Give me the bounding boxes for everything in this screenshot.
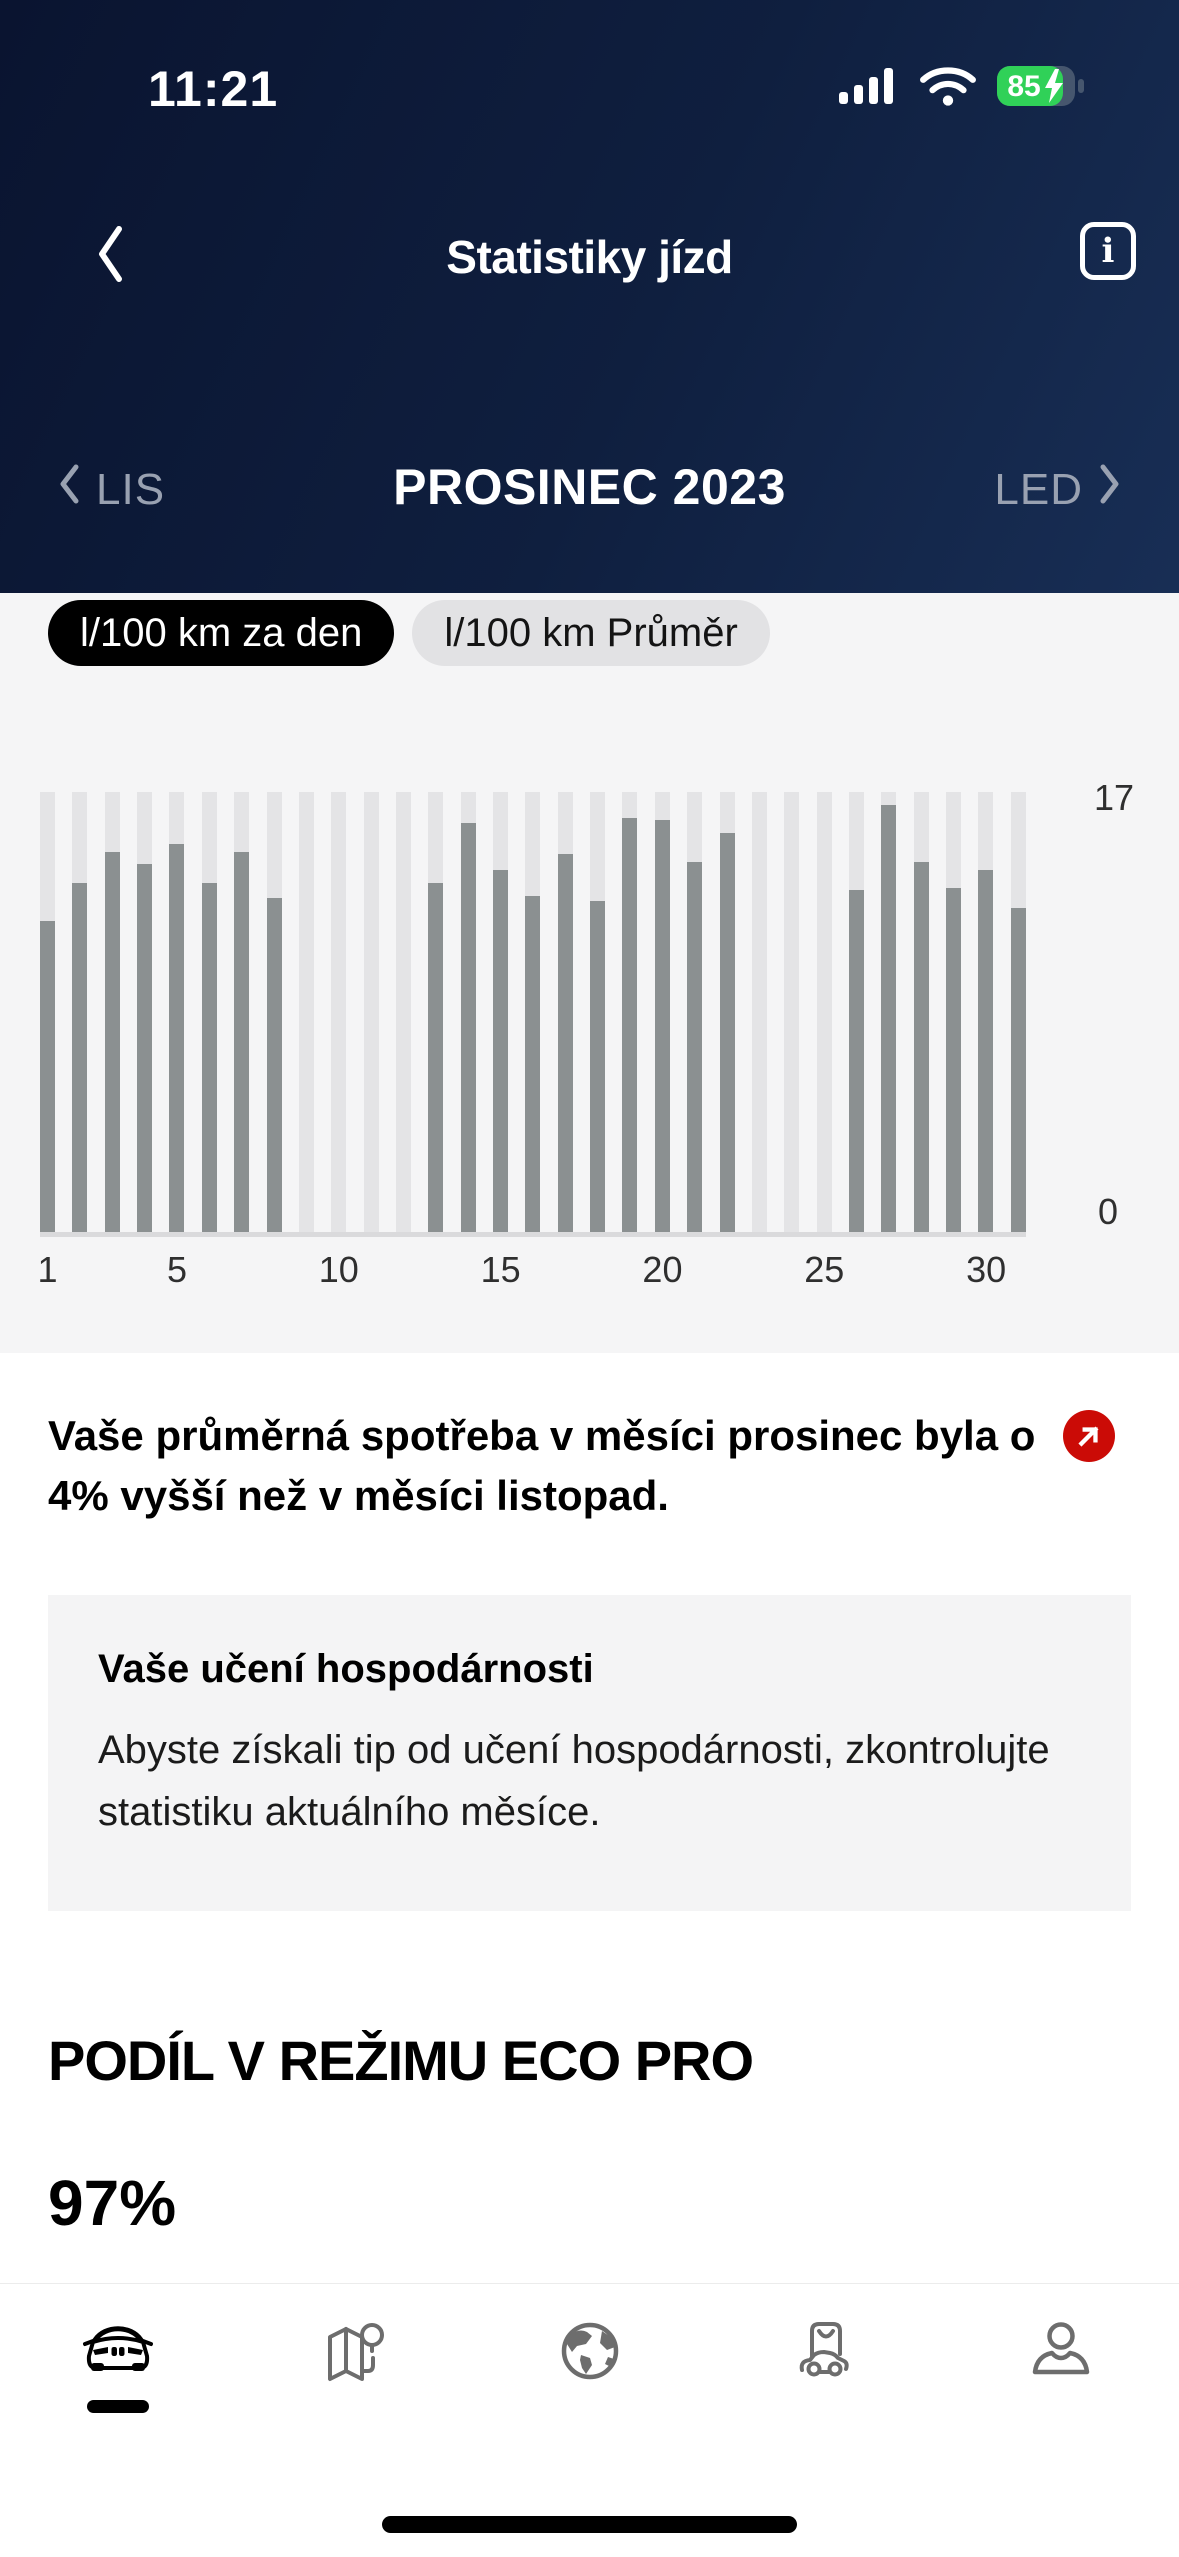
chart-column-day-16 [525,792,540,1232]
chart-column-day-13 [428,792,443,1232]
x-tick-label-5: 5 [166,1249,187,1290]
chart-bar-day-29 [946,888,961,1232]
insight-text-line2: 4% vyšší než v měsíci listopad. [48,1472,669,1519]
battery-percent-text: 85 [1007,70,1041,103]
chart-column-day-25 [817,792,832,1232]
globe-icon [550,2311,630,2396]
chart-plot [40,792,1026,1232]
chart-column-day-3 [105,792,120,1232]
info-button[interactable] [1080,222,1136,280]
chart-column-day-18 [590,792,605,1232]
chart-bar-day-30 [978,870,993,1232]
chart-bar-day-1 [40,921,55,1232]
tip-card-title: Vaše učení hospodárnosti [98,1647,594,1691]
chart-column-day-6 [202,792,217,1232]
chart-column-day-5 [169,792,184,1232]
x-tick-label-15: 15 [480,1249,521,1290]
chart-bar-day-31 [1011,908,1026,1232]
status-icons [837,64,1087,113]
chart-bar-day-28 [914,862,929,1232]
y-axis-min-label: 0 [1098,1191,1119,1232]
chip-average[interactable]: l/100 km Průměr [412,600,769,666]
chart-column-day-28 [914,792,929,1232]
consumption-insight [48,1406,1138,1526]
chevron-right-icon [1099,464,1121,515]
chart-section [0,593,1179,1353]
page-title: Statistiky jízd [446,231,733,283]
chart-column-day-1 [40,792,55,1232]
tab-world[interactable] [550,2313,630,2393]
chart-column-day-8 [267,792,282,1232]
chart-bar-day-7 [234,852,249,1232]
chart-column-day-30 [978,792,993,1232]
chart-bar-day-5 [169,844,184,1232]
chart-bar-day-15 [493,870,508,1232]
tab-store[interactable] [786,2313,866,2393]
eco-pro-heading: PODÍL V REŽIMU ECO PRO [48,2029,754,2092]
chart-column-day-10 [331,792,346,1232]
tab-map[interactable] [316,2313,396,2393]
chart-bar-day-17 [558,854,573,1232]
chart-column-day-4 [137,792,152,1232]
chart-column-day-7 [234,792,249,1232]
month-selector [0,458,1179,520]
tab-bar [0,2283,1179,2557]
chart-xlabels [37,1249,1026,1297]
trend-up-icon [1063,1410,1115,1462]
chart-bar-day-22 [720,833,735,1232]
header [0,0,1179,593]
chart-column-day-31 [1011,792,1026,1232]
home-indicator[interactable] [382,2516,797,2533]
chart-bar-day-18 [590,901,605,1232]
chart-column-day-27 [881,792,896,1232]
chart-column-day-20 [655,792,670,1232]
nav-row [0,222,1179,292]
chart-column-day-22 [720,792,735,1232]
next-month-label: LED [994,464,1083,514]
chart-column-day-2 [72,792,87,1232]
info-icon: i [1101,231,1115,271]
map-icon [316,2311,396,2396]
chart-column-day-14 [461,792,476,1232]
eco-pro-value: 97% [48,2167,177,2239]
metric-toggle [48,600,770,666]
chart-bar-day-8 [267,898,282,1232]
profile-icon [1021,2311,1101,2396]
chart-bar-day-4 [137,864,152,1232]
chart-column-day-19 [622,792,637,1232]
car-icon [78,2311,158,2396]
chart-bar-day-13 [428,883,443,1232]
chart-bar-day-20 [655,820,670,1232]
chart-bar-day-16 [525,896,540,1232]
x-tick-label-30: 30 [966,1249,1007,1290]
chart-column-day-23 [752,792,767,1232]
wifi-icon [919,64,977,113]
next-month-button[interactable] [994,464,1121,515]
chart-bar-day-6 [202,883,217,1232]
chart-column-day-21 [687,792,702,1232]
tip-card-body: Abyste získali tip od učení hospodárnosti, zkontrolujte statistiku aktuálního měsíce. [98,1728,1050,1834]
chart-column-day-9 [299,792,314,1232]
x-tick-label-1: 1 [37,1249,58,1290]
insight-text-line1: Vaše průměrná spotřeba v měsíci prosinec byla o [48,1412,1036,1459]
battery-icon [997,65,1087,112]
chart-bar-day-19 [622,818,637,1232]
tab-vehicle[interactable] [78,2313,158,2393]
chart-bar-day-2 [72,883,87,1232]
active-tab-indicator [87,2400,149,2413]
chart-bar-day-26 [849,890,864,1232]
previous-month-label: LIS [96,464,166,514]
status-time: 11:21 [148,61,279,117]
chart-column-day-12 [396,792,411,1232]
chart-column-day-24 [784,792,799,1232]
x-tick-label-25: 25 [804,1249,845,1290]
chart-bar-day-14 [461,823,476,1232]
store-icon [786,2311,866,2396]
chart-column-day-29 [946,792,961,1232]
chart-column-day-11 [364,792,379,1232]
cellular-signal-icon [837,64,899,113]
y-axis-max-label: 17 [1094,777,1135,818]
chart-column-day-15 [493,792,508,1232]
chart-bar-day-3 [105,852,120,1232]
x-tick-label-20: 20 [642,1249,683,1290]
chart-column-day-26 [849,792,864,1232]
x-tick-label-10: 10 [318,1249,359,1290]
tab-profile[interactable] [1021,2313,1101,2393]
chart-baseline [40,1232,1026,1237]
chart-bar-day-21 [687,862,702,1232]
efficiency-tip-card [48,1595,1131,1911]
chip-per-day[interactable]: l/100 km za den [48,600,394,666]
current-month-label: PROSINEC 2023 [393,459,786,515]
chart-column-day-17 [558,792,573,1232]
chart-bar-day-27 [881,805,896,1232]
